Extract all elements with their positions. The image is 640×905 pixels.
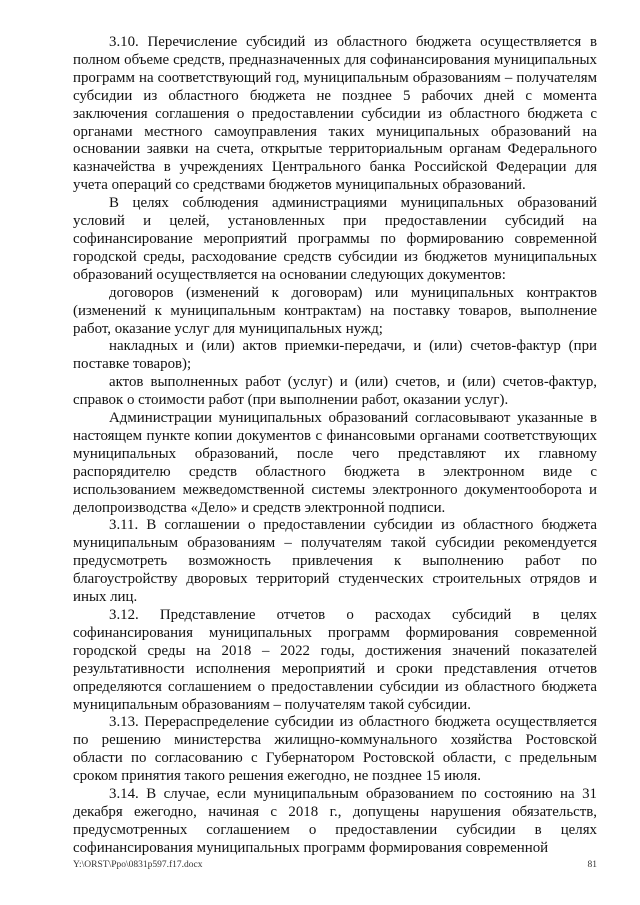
paragraph-purposes: В целях соблюдения администрациями муниципальных образований условий и целей, установленных при предоставлении субсидий на софинансирование мероприятий программы по формированию современной городской среды, расходование средств субсидии из бюджетов муниципальных образований осуществляется на основании следующих документов: — [73, 195, 597, 283]
paragraph-invoices: накладных и (или) актов приемки-передачи, и (или) счетов-фактур (при поставке товаров); — [73, 338, 597, 373]
paragraph-administrations: Администрации муниципальных образований согласовывают указанные в настоящем пункте копии документов с финансовыми органами соответствующих муниципальных образований, после чего представляют их главному распорядителю средств областного бюджета в электронном виде с использованием межведомственной системы электронного документооборота и делопроизводства «Дело» и средств электронной подписи. — [73, 410, 597, 516]
paragraph-acts: актов выполненных работ (услуг) и (или) счетов, и (или) счетов-фактур, справок о стоимости работ (при выполнении работ, оказании услуг). — [73, 374, 597, 409]
file-path: Y:\ORST\Ppo\0831p597.f17.docx — [73, 860, 203, 870]
document-page — [73, 34, 597, 858]
paragraph-3-10: 3.10. Перечисление субсидий из областного бюджета осуществляется в полном объеме средств, предназначенных для софинансирования муниципальных программ на соответствующий год, муниципальным образованиям – получателям субсидии из областного бюджета не позднее 5 рабочих дней с момента заключения соглашения о предоставлении субсидии из областного бюджета с органами местного самоуправления таких муниципальных образований на основании заявки на счета, открытые территориальным органам Федерального казначейства в учреждениях Центрального банка Российской Федерации для учета операций со средствами бюджетов муниципальных образований. — [73, 34, 597, 194]
paragraph-3-14: 3.14. В случае, если муниципальным образованием по состоянию на 31 декабря ежегодно, начиная с 2018 г., допущены нарушения обязательств, предусмотренных соглашением о предоставлении субсидии в целях софинансирования муниципальных программ формирования современной — [73, 786, 597, 856]
paragraph-3-13: 3.13. Перераспределение субсидии из областного бюджета осуществляется по решению министерства жилищно-коммунального хозяйства Ростовской области по согласованию с Губернатором Ростовской области, с предельным сроком принятия такого решения ежегодно, не позднее 15 июля. — [73, 714, 597, 785]
paragraph-contracts: договоров (изменений к договорам) или муниципальных контрактов (изменений к муниципальным контрактам) на поставку товаров, выполнение работ, оказание услуг для муниципальных нужд; — [73, 284, 597, 337]
paragraph-3-12: 3.12. Представление отчетов о расходах субсидий в целях софинансирования муниципальных программ формирования современной городской среды на 2018 – 2022 годы, достижения значений показателей результативности исполнения мероприятий и сроки представления отчетов определяются соглашением о предоставлении субсидии из областного бюджета муниципальным образованиям – получателям такой субсидии. — [73, 607, 597, 713]
page-number: 81 — [587, 860, 597, 870]
paragraph-3-11: 3.11. В соглашении о предоставлении субсидии из областного бюджета муниципальным образованиям – получателям такой субсидии рекомендуется предусмотреть возможность привлечения к выполнению работ по благоустройству дворовых территорий студенческих строительных отрядов и иных лиц. — [73, 517, 597, 606]
